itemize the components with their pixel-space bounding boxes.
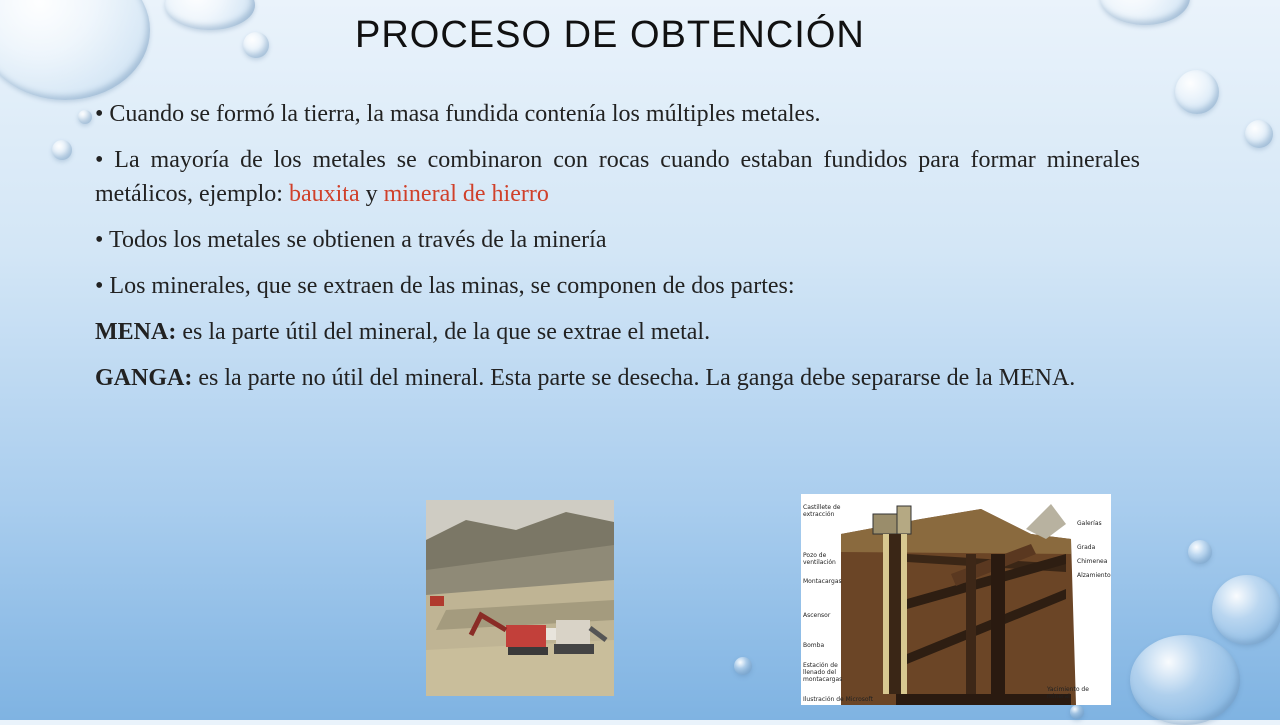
label-yacimiento: Yacimiento de mineral bbox=[1047, 686, 1089, 700]
bullet-text: • La mayoría de los metales se combinaron con rocas cuando estaban fundidos para formar minerales metálicos, ejemplo: bbox=[95, 147, 1140, 207]
water-drop-decoration bbox=[1100, 0, 1190, 25]
bullet-mineral-parts: • Los minerales, que se extraen de las minas, se componen de dos partes: bbox=[95, 273, 795, 299]
example-bauxite: bauxita bbox=[288, 181, 360, 207]
open-pit-mine-illustration bbox=[426, 500, 614, 696]
water-drop-decoration bbox=[0, 0, 150, 100]
water-drop-decoration bbox=[1130, 635, 1240, 725]
label-castillete: Castillete de extracción bbox=[803, 504, 841, 518]
water-drop-decoration bbox=[78, 110, 92, 124]
mena-definition bbox=[95, 315, 1140, 349]
bullet-earth-formation: • Cuando se formó la tierra, la masa fundida contenía los múltiples metales. bbox=[95, 101, 821, 127]
ganga-definition bbox=[95, 361, 1140, 395]
water-drop-decoration bbox=[243, 32, 269, 58]
example-joiner: y bbox=[359, 181, 384, 207]
bullet-mining: • Todos los metales se obtienen a través de la minería bbox=[95, 227, 607, 253]
slide-body bbox=[95, 97, 1140, 407]
label-bomba: Bomba bbox=[803, 642, 825, 649]
ganga-term: GANGA: bbox=[95, 365, 193, 391]
label-montacargas: Montacargas bbox=[803, 578, 842, 585]
label-grada: Grada bbox=[1077, 544, 1096, 551]
water-drop-decoration bbox=[1070, 705, 1084, 719]
label-pozo-ventilacion: Pozo de ventilación bbox=[803, 552, 836, 566]
mena-text: es la parte útil del mineral, de la que se extrae el metal. bbox=[176, 319, 711, 345]
slide-title: PROCESO DE OBTENCIÓN bbox=[355, 14, 865, 56]
label-chimenea: Chimenea bbox=[1077, 558, 1108, 565]
bullet-metal-combination bbox=[95, 143, 1140, 211]
water-drop-decoration bbox=[1212, 575, 1280, 645]
example-iron-ore: mineral de hierro bbox=[383, 181, 549, 207]
water-drop-decoration bbox=[734, 657, 752, 675]
water-drop-decoration bbox=[1175, 70, 1219, 114]
underground-mine-diagram bbox=[801, 494, 1111, 705]
ganga-text: es la parte no útil del mineral. Esta parte se desecha. La ganga debe separarse de la MENA. bbox=[192, 365, 1076, 391]
water-drop-decoration bbox=[1245, 120, 1273, 148]
water-drop-decoration bbox=[52, 140, 72, 160]
water-drop-decoration bbox=[165, 0, 255, 30]
label-ascensor: Ascensor bbox=[803, 612, 831, 619]
water-drop-decoration bbox=[1188, 540, 1212, 564]
mena-term: MENA: bbox=[95, 319, 177, 345]
label-estacion-llenado: Estación de llenado del montacargas bbox=[803, 662, 843, 683]
diagram-credit: Ilustración de Microsoft bbox=[803, 696, 873, 703]
mine-cross-section bbox=[801, 494, 1111, 705]
label-alzamiento: Alzamiento bbox=[1077, 572, 1111, 579]
label-galerias: Galerías bbox=[1077, 520, 1102, 527]
open-pit-mine-photo bbox=[426, 500, 614, 696]
